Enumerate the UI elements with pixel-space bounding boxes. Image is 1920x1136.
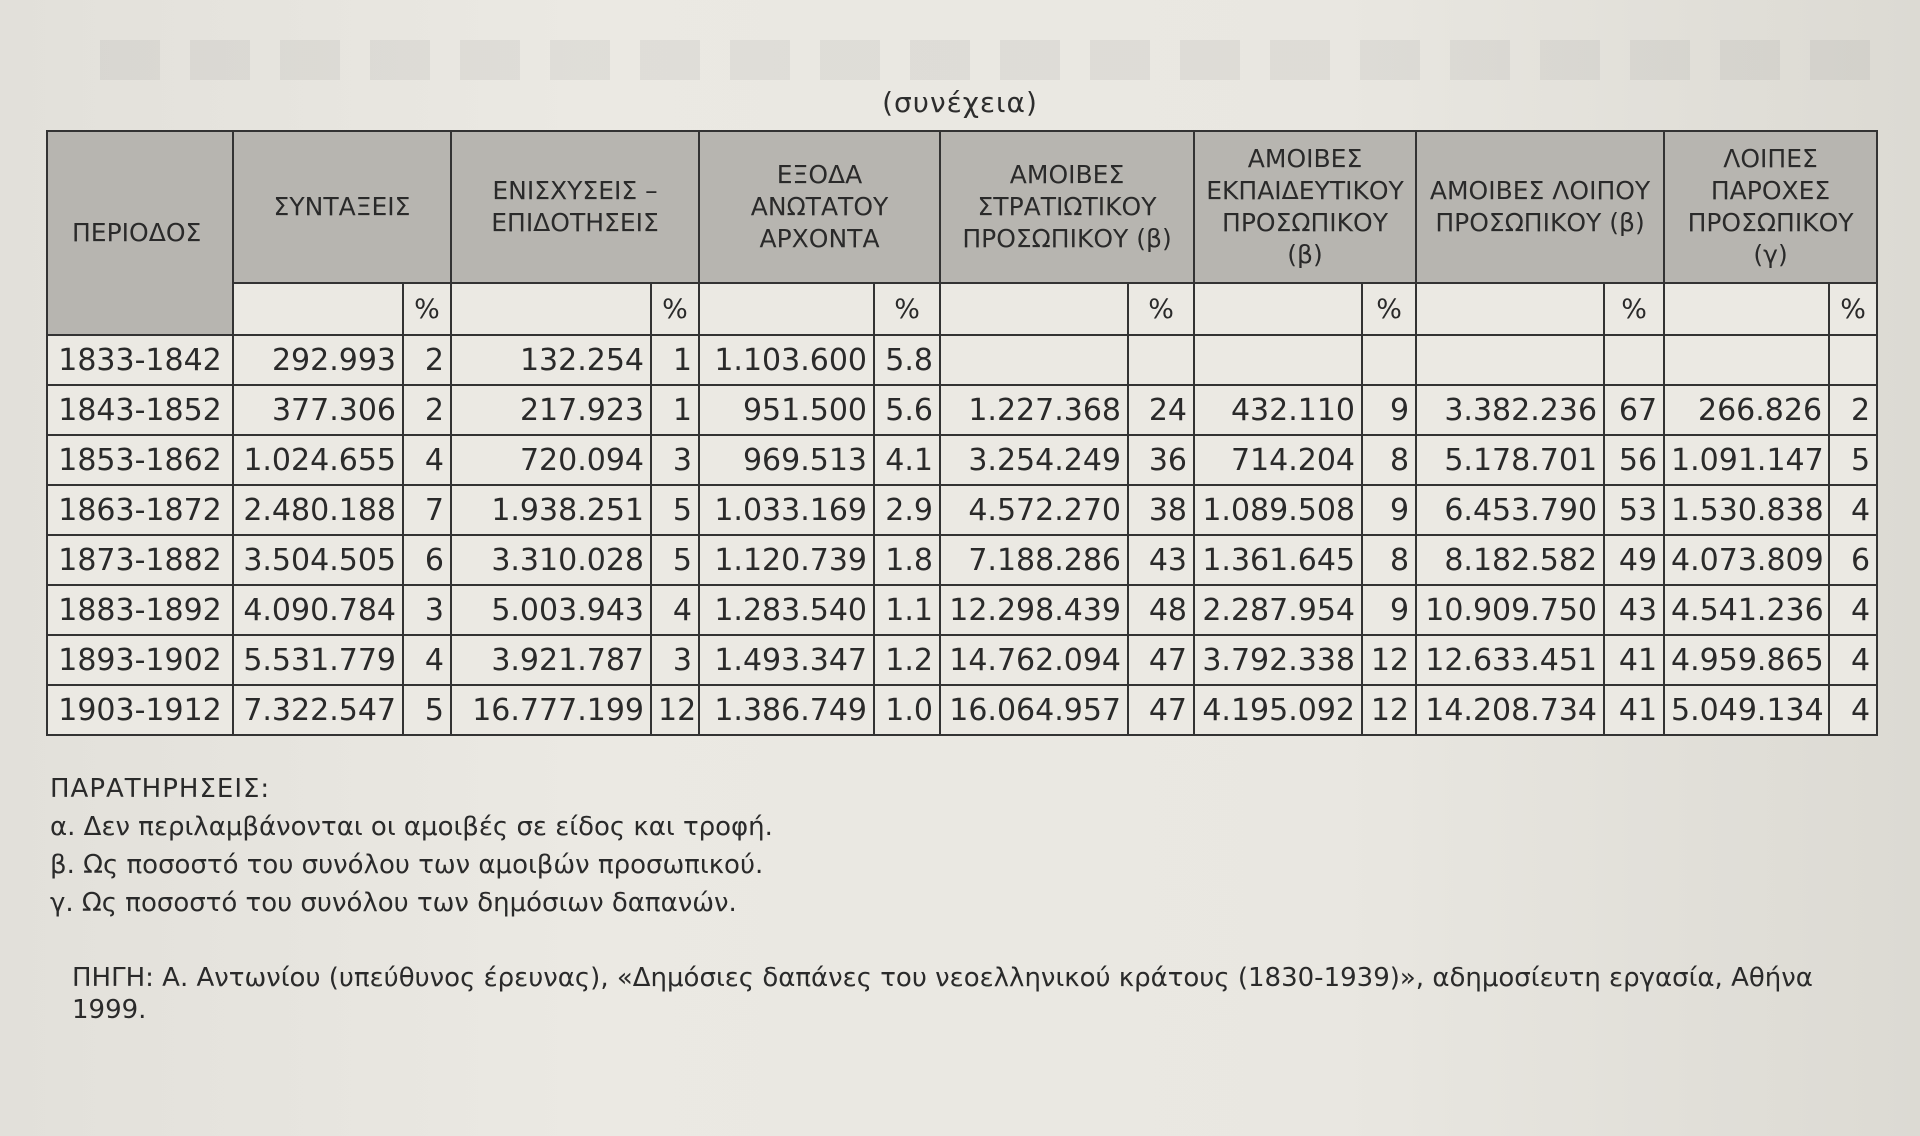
percent-cell: 2.9 — [874, 485, 940, 535]
header-other-pay: ΑΜΟΙΒΕΣ ΛΟΙΠΟΥ ΠΡΟΣΩΠΙΚΟΥ (β) — [1416, 131, 1664, 283]
percent-cell: 41 — [1604, 635, 1664, 685]
subheader-value-cell — [1194, 283, 1362, 335]
percent-cell: 2 — [403, 335, 451, 385]
table-caption: (συνέχεια) — [882, 86, 1038, 119]
value-cell: 14.208.734 — [1416, 685, 1604, 735]
period-cell: 1903-1912 — [47, 685, 233, 735]
percent-cell: 2 — [403, 385, 451, 435]
value-cell: 10.909.750 — [1416, 585, 1604, 635]
percent-cell: 8 — [1362, 435, 1416, 485]
value-cell: 969.513 — [699, 435, 874, 485]
percent-cell: 9 — [1362, 385, 1416, 435]
percent-cell: 6 — [403, 535, 451, 585]
value-cell: 7.188.286 — [940, 535, 1128, 585]
period-cell: 1863-1872 — [47, 485, 233, 535]
value-cell: 1.120.739 — [699, 535, 874, 585]
value-cell: 1.283.540 — [699, 585, 874, 635]
percent-cell: 4 — [1829, 635, 1877, 685]
source-citation: ΠΗΓΗ: Α. Αντωνίου (υπεύθυνος έρευνας), «Δημόσιες δαπάνες του νεοελληνικού κράτους (1830-1939)», αδημοσίευτη εργασία, Αθήνα 1999. — [72, 963, 1813, 1025]
value-cell: 217.923 — [451, 385, 651, 435]
percent-cell — [1604, 335, 1664, 385]
percent-label: % — [874, 283, 940, 335]
note-item: γ. Ως ποσοστό του συνόλου των δημόσιων δαπανών. — [50, 888, 737, 918]
value-cell: 4.959.865 — [1664, 635, 1829, 685]
percent-cell: 4 — [1829, 485, 1877, 535]
value-cell: 951.500 — [699, 385, 874, 435]
percent-cell: 2 — [1829, 385, 1877, 435]
percent-cell: 4 — [651, 585, 699, 635]
header-subsidies: ΕΝΙΣΧΥΣΕΙΣ – ΕΠΙΔΟΤΗΣΕΙΣ — [451, 131, 699, 283]
percent-cell: 36 — [1128, 435, 1194, 485]
value-cell: 3.504.505 — [233, 535, 403, 585]
value-cell: 1.103.600 — [699, 335, 874, 385]
value-cell: 4.541.236 — [1664, 585, 1829, 635]
percent-cell: 7 — [403, 485, 451, 535]
percent-cell — [1829, 335, 1877, 385]
percent-cell: 1.8 — [874, 535, 940, 585]
value-cell: 12.298.439 — [940, 585, 1128, 635]
percent-label: % — [1604, 283, 1664, 335]
percent-subheader-row — [47, 283, 1877, 335]
value-cell: 2.480.188 — [233, 485, 403, 535]
percent-cell: 3 — [651, 435, 699, 485]
percent-cell: 47 — [1128, 685, 1194, 735]
table-row — [47, 635, 1877, 685]
value-cell: 7.322.547 — [233, 685, 403, 735]
percent-cell: 4 — [1829, 585, 1877, 635]
value-cell: 4.073.809 — [1664, 535, 1829, 585]
percent-cell: 8 — [1362, 535, 1416, 585]
header-other-benefits: ΛΟΙΠΕΣ ΠΑΡΟΧΕΣ ΠΡΟΣΩΠΙΚΟΥ (γ) — [1664, 131, 1877, 283]
percent-label: % — [651, 283, 699, 335]
percent-cell: 4 — [403, 435, 451, 485]
value-cell: 16.777.199 — [451, 685, 651, 735]
header-period: ΠΕΡΙΟΔΟΣ — [47, 131, 233, 335]
subheader-value-cell — [233, 283, 403, 335]
percent-cell: 1.2 — [874, 635, 940, 685]
value-cell: 3.792.338 — [1194, 635, 1362, 685]
header-military-pay: ΑΜΟΙΒΕΣ ΣΤΡΑΤΙΩΤΙΚΟΥ ΠΡΟΣΩΠΙΚΟΥ (β) — [940, 131, 1194, 283]
value-cell: 266.826 — [1664, 385, 1829, 435]
period-cell: 1893-1902 — [47, 635, 233, 685]
value-cell: 1.938.251 — [451, 485, 651, 535]
percent-cell: 12 — [1362, 685, 1416, 735]
percent-cell: 56 — [1604, 435, 1664, 485]
percent-label: % — [1128, 283, 1194, 335]
percent-cell: 12 — [651, 685, 699, 735]
value-cell: 1.089.508 — [1194, 485, 1362, 535]
note-item: β. Ως ποσοστό του συνόλου των αμοιβών προσωπικού. — [50, 850, 764, 880]
percent-cell: 3 — [651, 635, 699, 685]
value-cell: 4.572.270 — [940, 485, 1128, 535]
percent-cell — [1362, 335, 1416, 385]
subheader-value-cell — [940, 283, 1128, 335]
table-row — [47, 685, 1877, 735]
percent-cell: 1.0 — [874, 685, 940, 735]
percent-cell: 1 — [651, 385, 699, 435]
header-row — [47, 131, 1877, 283]
percent-cell: 4 — [1829, 685, 1877, 735]
value-cell: 16.064.957 — [940, 685, 1128, 735]
expenditure-table — [46, 130, 1878, 736]
value-cell: 2.287.954 — [1194, 585, 1362, 635]
value-cell: 3.921.787 — [451, 635, 651, 685]
value-cell: 5.003.943 — [451, 585, 651, 635]
value-cell: 4.090.784 — [233, 585, 403, 635]
table-row — [47, 585, 1877, 635]
percent-cell: 5 — [651, 535, 699, 585]
value-cell: 714.204 — [1194, 435, 1362, 485]
value-cell: 1.227.368 — [940, 385, 1128, 435]
value-cell: 1.493.347 — [699, 635, 874, 685]
percent-cell: 4 — [403, 635, 451, 685]
percent-cell: 5 — [651, 485, 699, 535]
value-cell: 1.091.147 — [1664, 435, 1829, 485]
value-cell: 132.254 — [451, 335, 651, 385]
value-cell: 8.182.582 — [1416, 535, 1604, 585]
value-cell: 1.386.749 — [699, 685, 874, 735]
value-cell: 3.254.249 — [940, 435, 1128, 485]
value-cell: 1.033.169 — [699, 485, 874, 535]
value-cell: 5.178.701 — [1416, 435, 1604, 485]
value-cell: 720.094 — [451, 435, 651, 485]
percent-cell: 41 — [1604, 685, 1664, 735]
percent-cell: 53 — [1604, 485, 1664, 535]
value-cell: 432.110 — [1194, 385, 1362, 435]
period-cell: 1843-1852 — [47, 385, 233, 435]
percent-cell: 47 — [1128, 635, 1194, 685]
period-cell: 1873-1882 — [47, 535, 233, 585]
percent-cell: 4.1 — [874, 435, 940, 485]
notes-section — [50, 770, 773, 922]
value-cell: 1.024.655 — [233, 435, 403, 485]
header-head-of-state: ΕΞΟΔΑ ΑΝΩΤΑΤΟΥ ΑΡΧΟΝΤΑ — [699, 131, 940, 283]
value-cell — [1416, 335, 1604, 385]
percent-label: % — [1829, 283, 1877, 335]
value-cell: 6.453.790 — [1416, 485, 1604, 535]
percent-cell: 43 — [1128, 535, 1194, 585]
bleed-through-shadow — [100, 40, 1880, 80]
percent-cell: 24 — [1128, 385, 1194, 435]
percent-cell: 43 — [1604, 585, 1664, 635]
subheader-value-cell — [451, 283, 651, 335]
table-row — [47, 335, 1877, 385]
percent-cell: 67 — [1604, 385, 1664, 435]
percent-cell: 9 — [1362, 585, 1416, 635]
percent-cell — [1128, 335, 1194, 385]
period-cell: 1833-1842 — [47, 335, 233, 385]
value-cell: 4.195.092 — [1194, 685, 1362, 735]
percent-cell: 1 — [651, 335, 699, 385]
value-cell: 12.633.451 — [1416, 635, 1604, 685]
percent-label: % — [403, 283, 451, 335]
value-cell: 5.049.134 — [1664, 685, 1829, 735]
percent-cell: 6 — [1829, 535, 1877, 585]
table-row — [47, 535, 1877, 585]
header-pensions: ΣΥΝΤΑΞΕΙΣ — [233, 131, 451, 283]
percent-cell: 5 — [403, 685, 451, 735]
value-cell: 14.762.094 — [940, 635, 1128, 685]
percent-cell: 38 — [1128, 485, 1194, 535]
table-row — [47, 435, 1877, 485]
value-cell — [1194, 335, 1362, 385]
percent-cell: 5.6 — [874, 385, 940, 435]
value-cell — [1664, 335, 1829, 385]
percent-cell: 5 — [1829, 435, 1877, 485]
period-cell: 1853-1862 — [47, 435, 233, 485]
percent-cell: 49 — [1604, 535, 1664, 585]
note-item: α. Δεν περιλαμβάνονται οι αμοιβές σε είδος και τροφή. — [50, 812, 773, 842]
header-education-pay: ΑΜΟΙΒΕΣ ΕΚΠΑΙΔΕΥΤΙΚΟΥ ΠΡΟΣΩΠΙΚΟΥ (β) — [1194, 131, 1416, 283]
table-row — [47, 485, 1877, 535]
percent-cell: 5.8 — [874, 335, 940, 385]
notes-title: ΠΑΡΑΤΗΡΗΣΕΙΣ: — [50, 774, 271, 804]
percent-cell: 12 — [1362, 635, 1416, 685]
percent-cell: 48 — [1128, 585, 1194, 635]
value-cell: 3.382.236 — [1416, 385, 1604, 435]
period-cell: 1883-1892 — [47, 585, 233, 635]
value-cell: 1.530.838 — [1664, 485, 1829, 535]
percent-label: % — [1362, 283, 1416, 335]
value-cell: 3.310.028 — [451, 535, 651, 585]
value-cell: 1.361.645 — [1194, 535, 1362, 585]
percent-cell: 3 — [403, 585, 451, 635]
value-cell: 5.531.779 — [233, 635, 403, 685]
percent-cell: 1.1 — [874, 585, 940, 635]
table-row — [47, 385, 1877, 435]
value-cell: 377.306 — [233, 385, 403, 435]
percent-cell: 9 — [1362, 485, 1416, 535]
value-cell — [940, 335, 1128, 385]
subheader-value-cell — [699, 283, 874, 335]
subheader-value-cell — [1416, 283, 1604, 335]
subheader-value-cell — [1664, 283, 1829, 335]
value-cell: 292.993 — [233, 335, 403, 385]
